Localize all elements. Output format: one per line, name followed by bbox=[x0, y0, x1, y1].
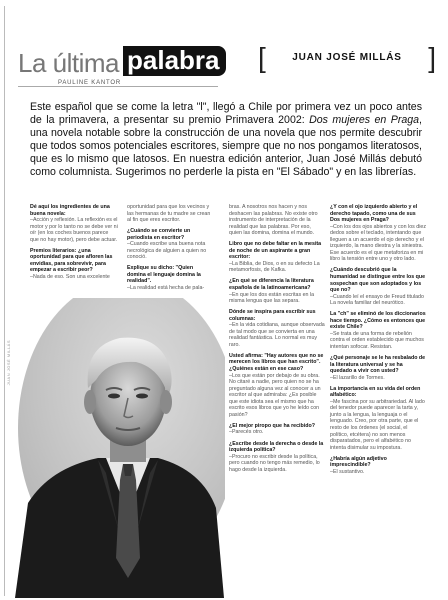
answer: –Cuando leí el ensayo de Freud titulado La novela familiar del neurótico. bbox=[330, 293, 424, 307]
column-2 bbox=[127, 204, 213, 296]
answer: –Nada de eso. Son una excelente bbox=[30, 273, 110, 280]
answer: oportunidad para que los vecinos y las hermanas de tu madre se crean al fin que eres escritor. bbox=[127, 204, 211, 224]
question: Explique su dicho: "Quien domina el lenguaje domina la realidad". bbox=[127, 265, 201, 285]
answer: –El sustantivo. bbox=[330, 468, 365, 475]
right-bracket: ] bbox=[428, 42, 436, 73]
column-1 bbox=[30, 204, 118, 285]
qa-item bbox=[229, 204, 325, 237]
question: La importancia en su vida del orden alfabético: bbox=[330, 385, 421, 399]
question: La "ch" se eliminó de los diccionarios hace tiempo. ¿Cómo es entonces que existe Chile? bbox=[330, 311, 426, 331]
byline: PAULINE KANTOR bbox=[58, 80, 121, 86]
question: ¿Y con el ojo izquierdo abierto y el derecho tapado, como una de sus Dos mujeres en Praga? bbox=[330, 204, 418, 224]
intro-paragraph bbox=[30, 101, 422, 179]
column-4 bbox=[330, 204, 426, 480]
answer: –En la vida cotidiana, aunque observada de tal modo que se convierta en una realidad fantástica. Lo normal es muy raro. bbox=[229, 322, 325, 348]
question: ¿Cuándo se convierte un periodista en escritor? bbox=[127, 228, 191, 241]
header-rule bbox=[18, 86, 218, 87]
question: ¿Qué personaje se le ha resbalado de la literatura universal y se ha quedado a vivir con usted? bbox=[330, 354, 426, 375]
qa-item bbox=[229, 441, 325, 474]
answer: –La realidad está hecha de pala- bbox=[127, 285, 205, 292]
answer: –Procuro no escribir desde la política, pero cuando no tengo más remedio, lo hago desde la izquierda. bbox=[229, 453, 320, 473]
qa-item bbox=[229, 423, 325, 436]
answer: –La Biblia, de Dios, o en su defecto La metamorfosis, de Kafka. bbox=[229, 260, 320, 274]
photo-credit: JUAN JOSÉ MILLÁS bbox=[6, 340, 11, 386]
qa-item bbox=[330, 386, 426, 451]
section-title-bold: palabra bbox=[123, 46, 226, 76]
question: ¿Habría algún adjetivo imprescindible? bbox=[330, 455, 387, 469]
answer: –Cuando escribe una buena nota necrológica de alguien a quien no conoció. bbox=[127, 241, 207, 261]
answer: bras. A nosotros nos hacen y nos deshacen las palabras. No existe otro instrumento de interpretación de la realidad que las palabras. Por eso, quien las domina, domina el mundo. bbox=[229, 204, 318, 237]
intro-book-title: Dos mujeres en Praga bbox=[309, 114, 420, 126]
answer: –En que los dos están escritas en la misma lengua que las separa. bbox=[229, 291, 315, 305]
question: ¿Escribe desde la derecha o desde la izquierda política? bbox=[229, 440, 324, 454]
question: Libro que no debe faltar en la mesita de noche de un aspirante a gran escritor: bbox=[229, 241, 322, 261]
question: Usted afirma: "Hay autores que no se merecen los libros que han escrito". ¿Quiénes están en ese caso? bbox=[229, 352, 324, 373]
qa-item bbox=[229, 278, 325, 304]
question: ¿Cuándo descubrió que la humanidad se distingue entre los que sospechan que son adoptados y los que no? bbox=[330, 267, 426, 294]
answer: –Me fascina por su arbitrariedad. Al lado del tenedor puede aparecer la tarta y, junto a la lengua, la lenguaja o el lenguado. Creo, por otra parte, que el resto de los órdenes (el social, el político, etcétera) no son menos disparatados, pero el alfabético no intenta disimular su impostura. bbox=[330, 398, 425, 451]
answer: –Acción y reflexión. La reflexión es el motor y por lo tanto no se debe ver ni oír (en los coches buenos parece que no hay motor), pero debe actuar. bbox=[30, 217, 118, 243]
answer: –Los que están por debajo de su obra. No citaré a nadie, pero quien no se ha preguntado alguna vez al conocer a un escritor al que admiraba: ¿Es posible que este idiota sea el mismo que ha escrito esos libros que yo he leído con pasión? bbox=[229, 372, 321, 418]
question: ¿En qué se diferencia la literatura española de la latinoamericana? bbox=[229, 278, 314, 292]
question: Premios literarios: ¿una oportunidad para que afloren las envidias, para sobrevivir, para empezar a escribir peor? bbox=[30, 247, 113, 274]
qa-item bbox=[127, 204, 213, 224]
qa-item bbox=[127, 265, 213, 291]
qa-item bbox=[229, 309, 325, 348]
qa-item bbox=[330, 355, 426, 381]
author-photo bbox=[10, 298, 225, 598]
section-title bbox=[18, 30, 226, 76]
answer: –El lazarillo de Tormes. bbox=[330, 374, 385, 381]
intro-text-1: Este español que se come la letra "l", llegó a Chile por primera vez un poco antes de la primavera, a presentar su premio Primavera 2002: bbox=[30, 101, 422, 126]
answer: –Parecés otro. bbox=[229, 429, 264, 436]
qa-item bbox=[127, 228, 213, 261]
qa-item bbox=[330, 267, 426, 306]
answer: –Con los dos ojos abiertos y con los diez dedos sobre el teclado, intentando que lleguen a un acuerdo el ojo derecho y el izquierdo, la mano diestra y la siniestra. Ese acuerdo es el que metaforiza en mi libro la tensión entre uno y otro lado. bbox=[330, 223, 426, 263]
section-title-light: La última bbox=[18, 48, 119, 78]
qa-item bbox=[330, 204, 426, 263]
author-box bbox=[258, 44, 436, 72]
column-3 bbox=[229, 204, 325, 478]
qa-item bbox=[229, 241, 325, 274]
question: Dónde se inspira para escribir sus columnas: bbox=[229, 309, 316, 322]
qa-item bbox=[30, 248, 118, 281]
question: ¿El mejor piropo que ha recibido? bbox=[229, 422, 315, 429]
qa-item bbox=[229, 353, 325, 418]
qa-item bbox=[330, 311, 426, 350]
left-bracket: [ bbox=[258, 42, 266, 73]
qa-item bbox=[330, 456, 426, 476]
intro-text-2: , una novela notable sobre la construcción de una novela que nos permite descubrir que todos somos potenciales escritores, siempre que no nos pongamos literatosos, que es lo mismo que latosos. En nuestra edición anterior, Juan José Millás debutó como columnista. Sugerimos no perderle la pista en "El Sábado" y en las librerías. bbox=[30, 114, 422, 178]
question: Dé aquí los ingredientes de una buena novela: bbox=[30, 204, 110, 217]
author-name: JUAN JOSÉ MILLÁS bbox=[292, 52, 402, 63]
author-portrait-image bbox=[10, 298, 225, 598]
answer: –Se trata de una forma de rebelión contra el orden establecido que muchos intentan sofocar. Resistan. bbox=[330, 330, 424, 350]
qa-item bbox=[30, 204, 118, 243]
